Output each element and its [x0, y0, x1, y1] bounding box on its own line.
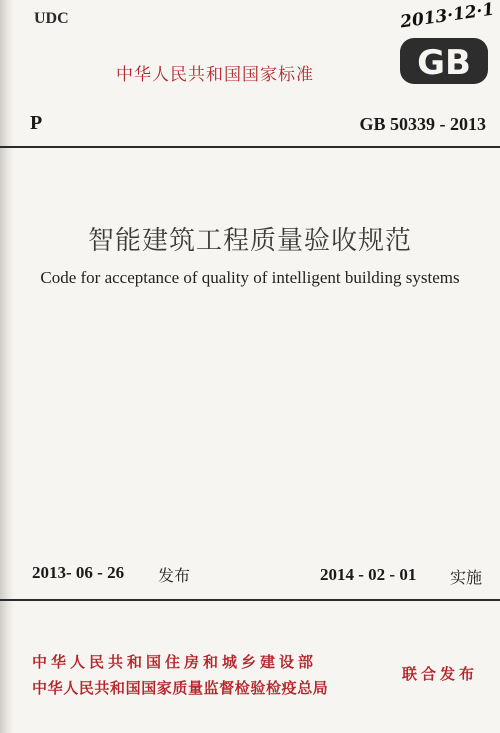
category-letter: P	[30, 112, 43, 134]
binding-edge	[0, 0, 14, 733]
top-divider	[0, 146, 500, 148]
implementation-label: 实施	[450, 568, 483, 587]
udc-label: UDC	[34, 10, 69, 27]
standard-code: GB 50339 - 2013	[359, 114, 486, 134]
handwritten-note: 2013·12·1	[399, 0, 496, 33]
bottom-divider	[0, 599, 500, 601]
joint-issue-label: 联合发布	[402, 665, 479, 683]
title-chinese: 智能建筑工程质量验收规范	[87, 226, 412, 256]
issuer-aqsiq: 中华人民共和国国家质量监督检验检疫总局	[32, 679, 329, 697]
issue-date: 2013- 06 - 26	[32, 563, 125, 582]
gb-logo-text: GB	[417, 43, 471, 83]
issuer-ministry-housing: 中华人民共和国住房和城乡建设部	[32, 653, 318, 671]
standard-type-label: 中华人民共和国国家标准	[116, 65, 314, 85]
gb-logo-icon	[398, 36, 490, 86]
title-english: Code for acceptance of quality of intelligent building systems	[40, 268, 460, 287]
implementation-date: 2014 - 02 - 01	[320, 565, 417, 584]
issue-label: 发布	[158, 566, 191, 585]
